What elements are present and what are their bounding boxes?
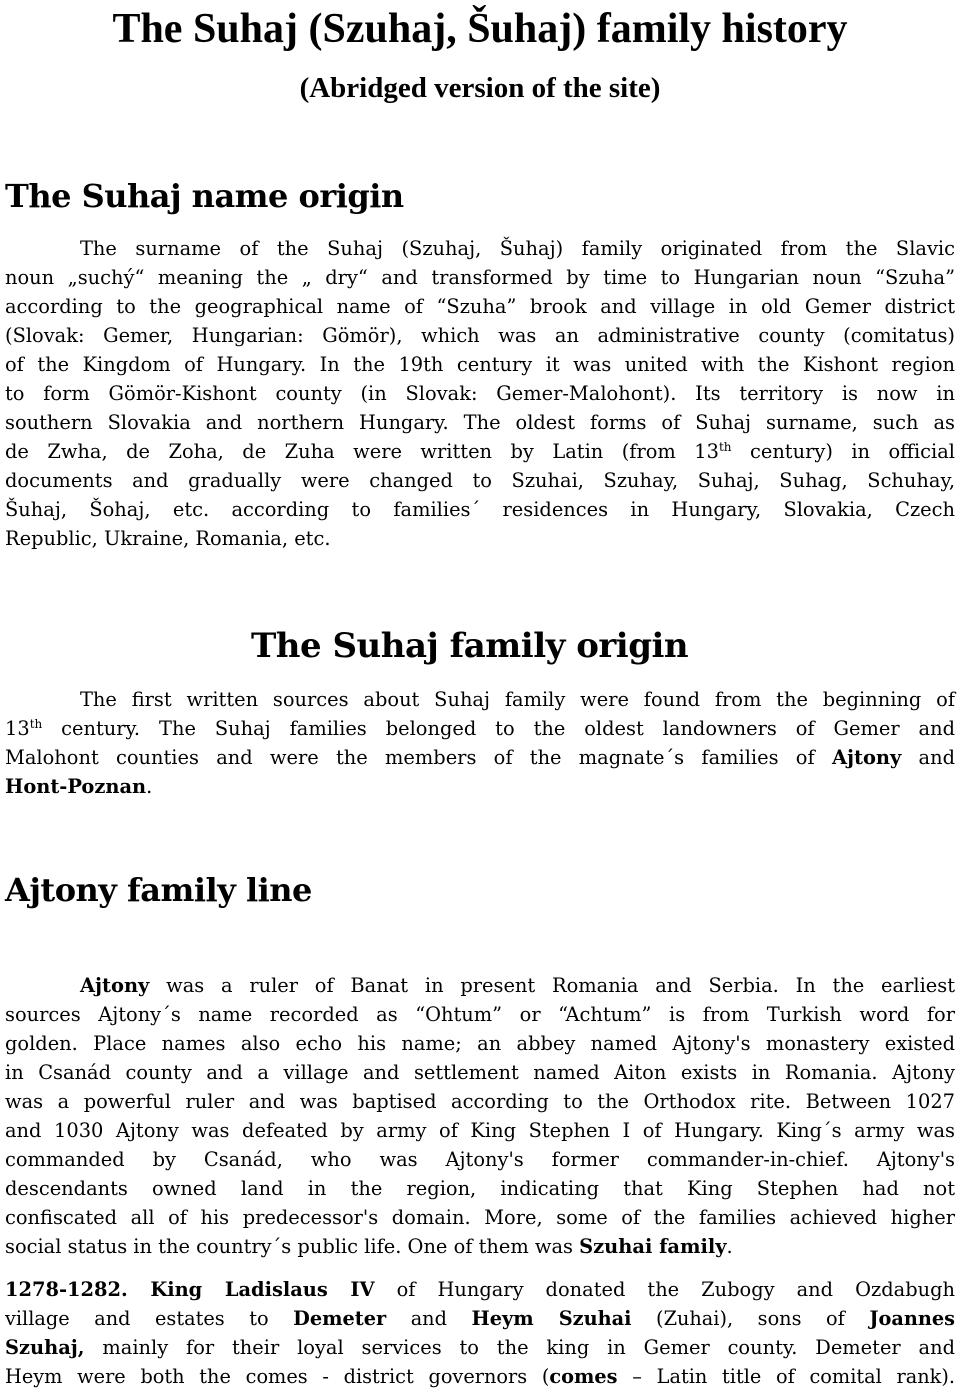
document-title: The Suhaj (Szuhaj, Šuhaj) family history	[112, 6, 848, 52]
name-ajtony: Ajtony	[831, 746, 902, 769]
text-line: descendants owned land in the region, indicating that King Stephen had not	[5, 1177, 955, 1200]
name-joannes: Joannes	[869, 1307, 956, 1330]
document-subtitle: (Abridged version of the site)	[299, 72, 661, 104]
name-szuhaj: Szuhaj,	[5, 1336, 85, 1359]
section-heading-name-origin: The Suhaj name origin	[5, 177, 404, 215]
text-line: golden. Place names also echo his name; an abbey named Ajtony's monastery existed	[5, 1032, 955, 1055]
name-heym-szuhai: Heym Szuhai	[471, 1307, 632, 1330]
text-line: Republic, Ukraine, Romania, etc.	[5, 527, 331, 550]
text-line: commanded by Csanád, who was Ajtony's former commander-in-chief. Ajtony's	[5, 1148, 955, 1171]
text-line: and 1030 Ajtony was defeated by army of King Stephen I of Hungary. King´s army was	[5, 1119, 955, 1142]
date-and-king: 1278-1282. King Ladislaus IV	[5, 1278, 375, 1301]
text-line: of the Kingdom of Hungary. In the 19th century it was united with the Kishont region	[5, 353, 955, 376]
text-line: Hont-Poznan.	[5, 775, 153, 798]
text-line: 1278-1282. King Ladislaus IV of Hungary donated the Zubogy and Ozdabugh	[5, 1278, 955, 1301]
text-line: in Csanád county and a village and settlement named Aiton exists in Romania. Ajtony	[5, 1061, 955, 1084]
paragraph-family-origin	[5, 685, 955, 801]
text-line: to form Gömör-Kishont county (in Slovak: Gemer-Malohont). Its territory is now in	[5, 382, 955, 405]
text-line: was a powerful ruler and was baptised according to the Orthodox rite. Between 1027	[5, 1090, 955, 1113]
name-szuhai-family: Szuhai family	[579, 1235, 727, 1258]
text-line: Heym were both the comes - district governors (comes – Latin title of comital rank).	[5, 1365, 955, 1388]
text-line: according to the geographical name of “Szuha” brook and village in old Gemer district	[5, 295, 955, 318]
name-hont-poznan: Hont-Poznan	[5, 775, 147, 798]
text-line: The surname of the Suhaj (Szuhaj, Šuhaj) family originated from the Slavic	[80, 237, 955, 260]
text-line: Šuhaj, Šohaj, etc. according to families´ residences in Hungary, Slovakia, Czech	[5, 498, 955, 521]
text-line: Szuhaj, mainly for their loyal services to the king in Gemer county. Demeter and	[5, 1336, 955, 1359]
text-line: social status in the country´s public life. One of them was Szuhai family.	[5, 1235, 733, 1258]
text-line: confiscated all of his predecessor's domain. More, some of the families achieved higher	[5, 1206, 955, 1229]
text-line: Ajtony was a ruler of Banat in present Romania and Serbia. In the earliest	[80, 974, 955, 997]
text-line: The first written sources about Suhaj family were found from the beginning of	[80, 688, 955, 711]
paragraph-ladislaus	[5, 1275, 955, 1391]
text-line: noun „suchý“ meaning the „ dry“ and transformed by time to Hungarian noun “Szuha”	[5, 266, 955, 289]
text-line: village and estates to Demeter and Heym Szuhai (Zuhai), sons of Joannes	[5, 1307, 956, 1330]
section-heading-family-origin: The Suhaj family origin	[251, 626, 689, 666]
text-line: 13th century. The Suhaj families belonged to the oldest landowners of Gemer and	[5, 717, 955, 740]
text-line: southern Slovakia and northern Hungary. The oldest forms of Suhaj surname, such as	[5, 411, 955, 434]
text-line: documents and gradually were changed to Szuhai, Szuhay, Suhaj, Suhag, Schuhay,	[5, 469, 955, 492]
paragraph-ajtony	[5, 971, 955, 1261]
section-heading-ajtony: Ajtony family line	[5, 871, 312, 909]
name-demeter: Demeter	[293, 1307, 387, 1330]
term-comes: comes	[549, 1365, 618, 1388]
text-line: Malohont counties and were the members of the magnate´s families of Ajtony and	[5, 746, 955, 769]
name-ajtony: Ajtony	[80, 974, 150, 997]
text-line: (Slovak: Gemer, Hungarian: Gömör), which was an administrative county (comitatus)	[5, 324, 955, 347]
text-line: sources Ajtony´s name recorded as “Ohtum” or “Achtum” is from Turkish word for	[5, 1003, 955, 1026]
paragraph-name-origin	[5, 234, 955, 553]
text-line: de Zwha, de Zoha, de Zuha were written by Latin (from 13th century) in official	[5, 440, 955, 463]
